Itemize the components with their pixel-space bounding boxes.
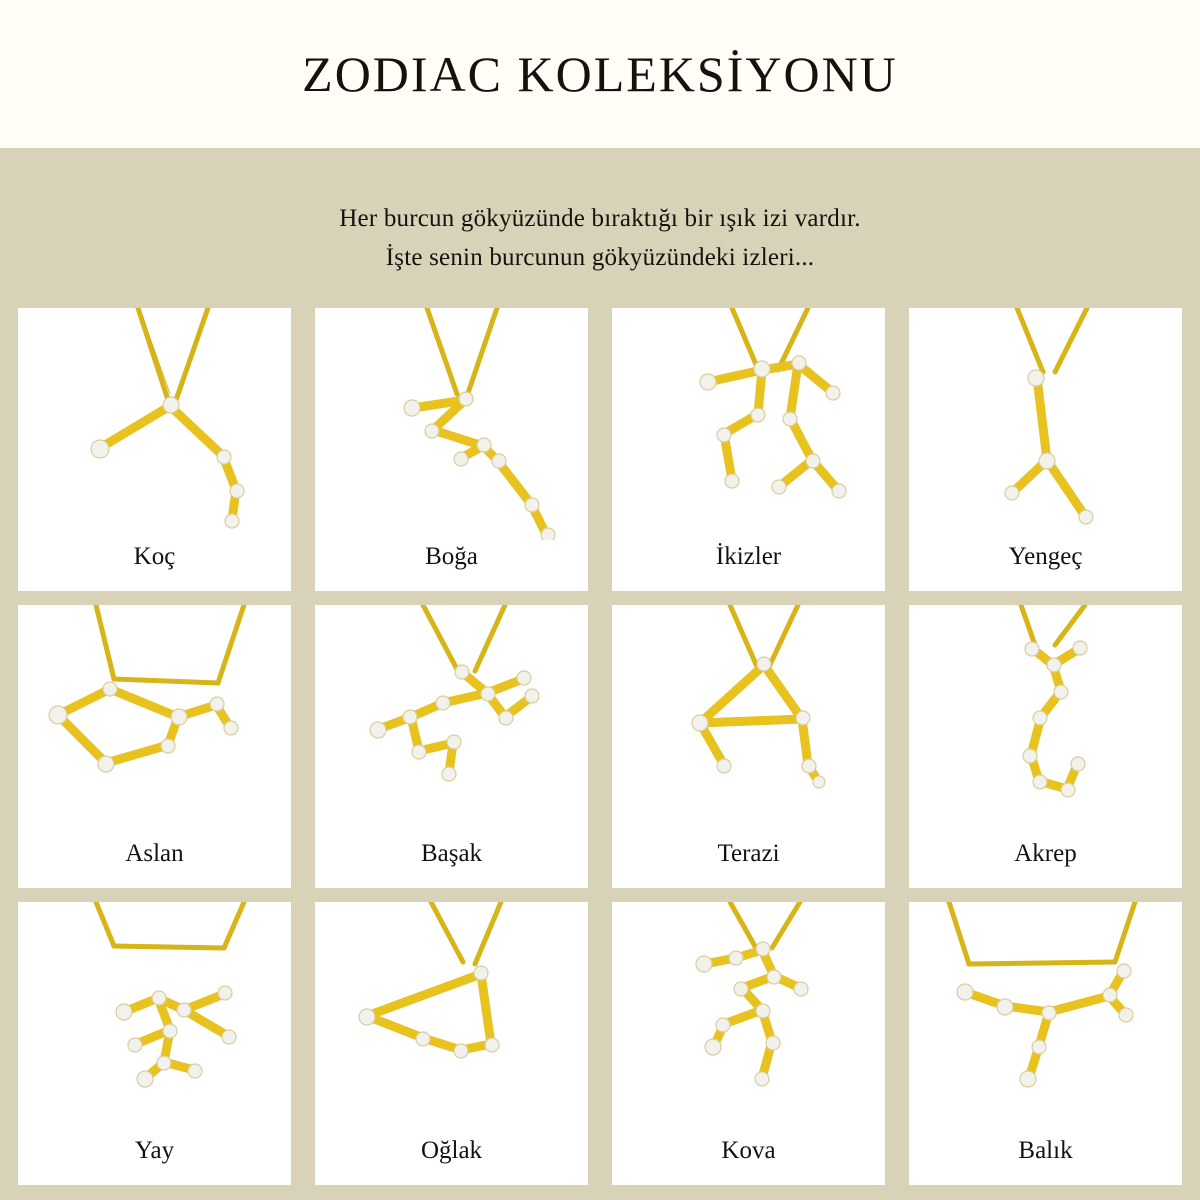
- zodiac-grid: [18, 308, 1182, 1185]
- necklace-aquarius-icon: [612, 902, 885, 1134]
- zodiac-label: Aslan: [125, 839, 184, 867]
- poster-header: [0, 0, 1200, 148]
- zodiac-label: Koç: [133, 542, 176, 570]
- zodiac-card-aquarius[interactable]: [612, 902, 885, 1185]
- zodiac-card-scorpio[interactable]: [909, 605, 1182, 888]
- zodiac-card-pisces[interactable]: [909, 902, 1182, 1185]
- zodiac-card-taurus[interactable]: [315, 308, 588, 591]
- intro-line-1: Her burcun gökyüzünde bıraktığı bir ışık izi vardır.: [339, 205, 861, 232]
- collection-panel: [0, 148, 1200, 1200]
- zodiac-card-aries[interactable]: [18, 308, 291, 591]
- zodiac-label: Akrep: [1014, 839, 1077, 867]
- zodiac-label: Yengeç: [1008, 542, 1083, 570]
- zodiac-card-sagittarius[interactable]: [18, 902, 291, 1185]
- page-title: ZODIAC KOLEKSİYONU: [302, 46, 898, 102]
- zodiac-label: İkizler: [715, 542, 782, 570]
- intro-line-2: İşte senin burcunun gökyüzündeki izleri...: [385, 243, 815, 271]
- zodiac-label: Yay: [134, 1136, 175, 1164]
- zodiac-label: Başak: [420, 839, 483, 867]
- necklace-aries-icon: [18, 308, 291, 540]
- necklace-taurus-icon: [315, 308, 588, 540]
- zodiac-label: Terazi: [717, 839, 780, 867]
- zodiac-card-libra[interactable]: [612, 605, 885, 888]
- necklace-scorpio-icon: [909, 605, 1182, 837]
- zodiac-card-gemini[interactable]: [612, 308, 885, 591]
- zodiac-label: Kova: [721, 1136, 776, 1164]
- zodiac-card-capricorn[interactable]: [315, 902, 588, 1185]
- necklace-sagittarius-icon: [18, 902, 291, 1134]
- necklace-capricorn-icon: [315, 902, 588, 1134]
- necklace-virgo-icon: [315, 605, 588, 837]
- necklace-pisces-icon: [909, 902, 1182, 1134]
- zodiac-label: Oğlak: [420, 1136, 483, 1164]
- zodiac-label: Balık: [1018, 1136, 1073, 1164]
- zodiac-card-virgo[interactable]: [315, 605, 588, 888]
- necklace-gemini-icon: [612, 308, 885, 540]
- zodiac-card-cancer[interactable]: [909, 308, 1182, 591]
- necklace-cancer-icon: [909, 308, 1182, 540]
- intro-text: [0, 148, 1200, 278]
- necklace-leo-icon: [18, 605, 291, 837]
- necklace-libra-icon: [612, 605, 885, 837]
- zodiac-label: Boğa: [425, 542, 478, 570]
- zodiac-card-leo[interactable]: [18, 605, 291, 888]
